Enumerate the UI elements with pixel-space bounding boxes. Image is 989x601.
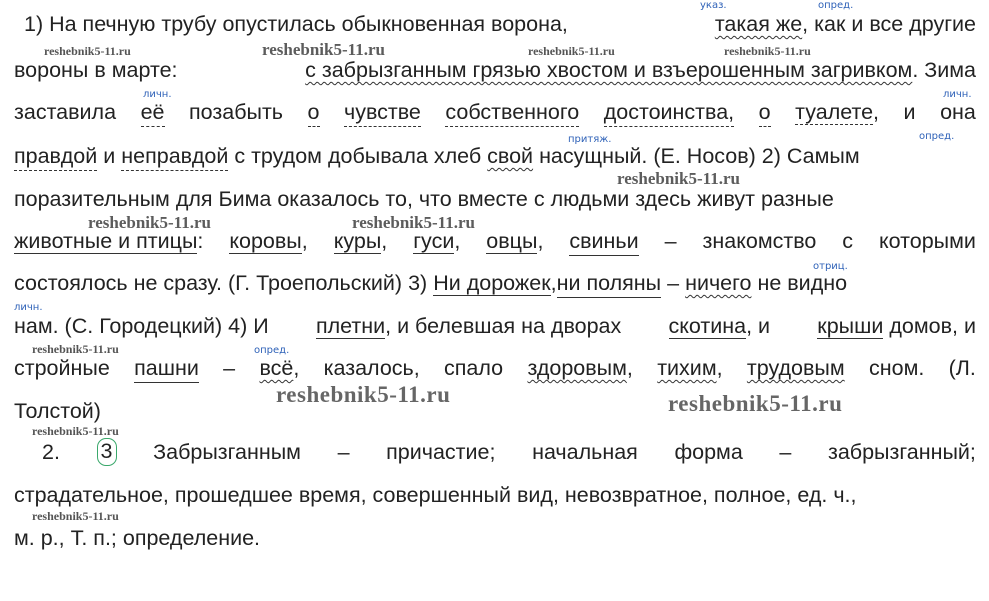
text-segment: , — [626, 356, 633, 380]
text-segment: , и белевшая на дворах — [385, 314, 622, 338]
watermark: reshebnik5-11.ru — [724, 44, 811, 58]
text-segment: начальная — [532, 440, 638, 464]
watermark: reshebnik5-11.ru — [276, 382, 451, 407]
text-line-7 — [14, 269, 976, 298]
text-segment: – — [664, 229, 677, 253]
text-segment: казалось, — [323, 356, 420, 380]
underlined-subject: куры — [333, 229, 382, 253]
text-line-4 — [14, 142, 976, 171]
text-segment: состоялось не сразу. (Г. Троепольский) 3) — [14, 271, 428, 295]
watermark: reshebnik5-11.ru — [668, 391, 843, 416]
text-segment: не видно — [757, 271, 848, 295]
text-segment: сном. — [868, 356, 925, 380]
text-line-13 — [14, 524, 976, 552]
text-segment: с трудом добывала хлеб — [234, 144, 482, 168]
text-segment: насущный. (Е. Носов) 2) Самым — [539, 144, 860, 168]
note-opred: опред. — [919, 131, 955, 142]
underlined-subject: плетни — [315, 314, 386, 338]
task-number: 2. — [42, 440, 60, 464]
text-segment: Толстой) — [14, 399, 101, 423]
circled-number: 3 — [97, 438, 117, 466]
watermark: reshebnik5-11.ru — [32, 342, 119, 356]
underlined-subject: скотина — [668, 314, 747, 338]
note-ukaz: указ. — [700, 0, 727, 11]
underlined-definition: ничего — [685, 271, 752, 295]
underlined-subject: крыши — [817, 314, 884, 338]
text-line-3 — [14, 98, 976, 127]
text-segment: которыми — [879, 229, 976, 253]
underlined-subject: коровы — [229, 229, 302, 253]
underlined-subject: Ни дорожек — [433, 271, 551, 295]
note-otric: отриц. — [813, 261, 848, 272]
underlined-subject: ни поляны — [557, 269, 662, 298]
text-segment: : — [197, 229, 204, 253]
watermark: reshebnik5-11.ru — [528, 44, 615, 58]
text-segment: поразительным для Бима оказалось то, что вместе с людьми здесь живут разные — [14, 187, 834, 211]
text-segment: – — [337, 440, 350, 464]
text-segment: – — [779, 440, 792, 464]
text-segment: страдательное, прошедшее время, совершенный вид, невозвратное, полное, ед. ч., — [14, 483, 857, 507]
text-segment: , — [293, 356, 300, 380]
text-segment: (Л. — [948, 356, 976, 380]
text-segment: позабыть — [189, 100, 284, 124]
text-segment: , — [716, 356, 723, 380]
underlined-definition: здоровым — [527, 356, 627, 380]
text-segment: с — [842, 229, 854, 253]
text-segment: вороны в марте: — [14, 58, 178, 82]
text-segment: , — [873, 100, 880, 124]
underlined-subject: животные и птицы — [14, 229, 198, 253]
underlined-definition: тихим — [657, 356, 717, 380]
note-lichn: личн. — [943, 89, 972, 100]
underlined-object: о — [759, 98, 771, 127]
watermark: reshebnik5-11.ru — [262, 40, 385, 59]
text-segment: заставила — [14, 100, 117, 124]
text-segment: , и — [746, 314, 771, 338]
text-segment: 1) На печную трубу опустилась обыкновенная ворона, — [24, 12, 568, 36]
underlined-subject: пашни — [134, 354, 199, 383]
underlined-subject: свиньи — [569, 227, 638, 256]
text-segment: форма — [674, 440, 743, 464]
text-line-1 — [24, 10, 976, 38]
text-segment: . Зима — [912, 58, 976, 82]
text-segment: спало — [444, 356, 504, 380]
text-line-2 — [14, 56, 976, 84]
underlined-object: чувстве — [344, 98, 421, 127]
text-segment: , — [537, 229, 544, 253]
underlined-definition: свой — [487, 144, 534, 168]
text-segment: , как и все другие — [802, 12, 976, 36]
text-segment: Забрызганным — [153, 440, 301, 464]
watermark: reshebnik5-11.ru — [32, 509, 119, 523]
underlined-definition: трудовым — [746, 356, 845, 380]
text-segment: забрызганный; — [827, 440, 976, 464]
underlined-subject: гуси — [413, 229, 455, 253]
text-line-9 — [14, 354, 976, 383]
watermark: reshebnik5-11.ru — [88, 213, 211, 232]
underlined-definition: с забрызганным грязью хвостом и взъерошенным загривком — [305, 58, 913, 82]
text-segment: она — [940, 100, 976, 124]
text-segment: причастие; — [386, 440, 496, 464]
text-line-5 — [14, 185, 976, 213]
text-segment: и — [903, 100, 916, 124]
text-segment: нам. (С. Городецкий) 4) И — [14, 314, 269, 338]
text-segment: , — [381, 229, 388, 253]
text-segment: стройные — [14, 356, 110, 380]
text-segment: домов, и — [889, 314, 976, 338]
text-line-11 — [42, 438, 976, 466]
text-segment: и — [103, 144, 116, 168]
underlined-object: её — [141, 98, 165, 127]
underlined-definition: всё — [259, 356, 294, 380]
text-segment: , — [301, 229, 308, 253]
watermark: reshebnik5-11.ru — [617, 169, 740, 188]
underlined-object: неправдой — [121, 142, 228, 171]
note-opred: опред. — [818, 0, 854, 11]
note-opred: опред. — [254, 345, 290, 356]
text-segment: , — [550, 271, 557, 295]
underlined-subject: овцы — [486, 229, 538, 253]
text-segment: знакомство — [702, 229, 817, 253]
text-segment: , — [454, 229, 461, 253]
text-segment: м. р., Т. п.; определение. — [14, 526, 261, 550]
note-lichn: личн. — [14, 302, 43, 313]
underlined-definition: такая же — [714, 12, 803, 36]
underlined-object: достоинства, — [604, 98, 734, 127]
text-line-8 — [14, 312, 976, 340]
note-lichn: личн. — [143, 89, 172, 100]
text-line-12 — [14, 481, 976, 509]
underlined-object: туалете — [795, 100, 874, 124]
text-segment: – — [667, 271, 680, 295]
watermark: reshebnik5-11.ru — [44, 44, 131, 58]
watermark: reshebnik5-11.ru — [352, 213, 475, 232]
underlined-object: собственного — [445, 98, 579, 127]
underlined-object: правдой — [14, 142, 97, 171]
note-prityazh: притяж. — [568, 134, 612, 145]
text-segment: – — [223, 356, 236, 380]
underlined-object: о — [308, 98, 320, 127]
watermark: reshebnik5-11.ru — [32, 424, 119, 438]
